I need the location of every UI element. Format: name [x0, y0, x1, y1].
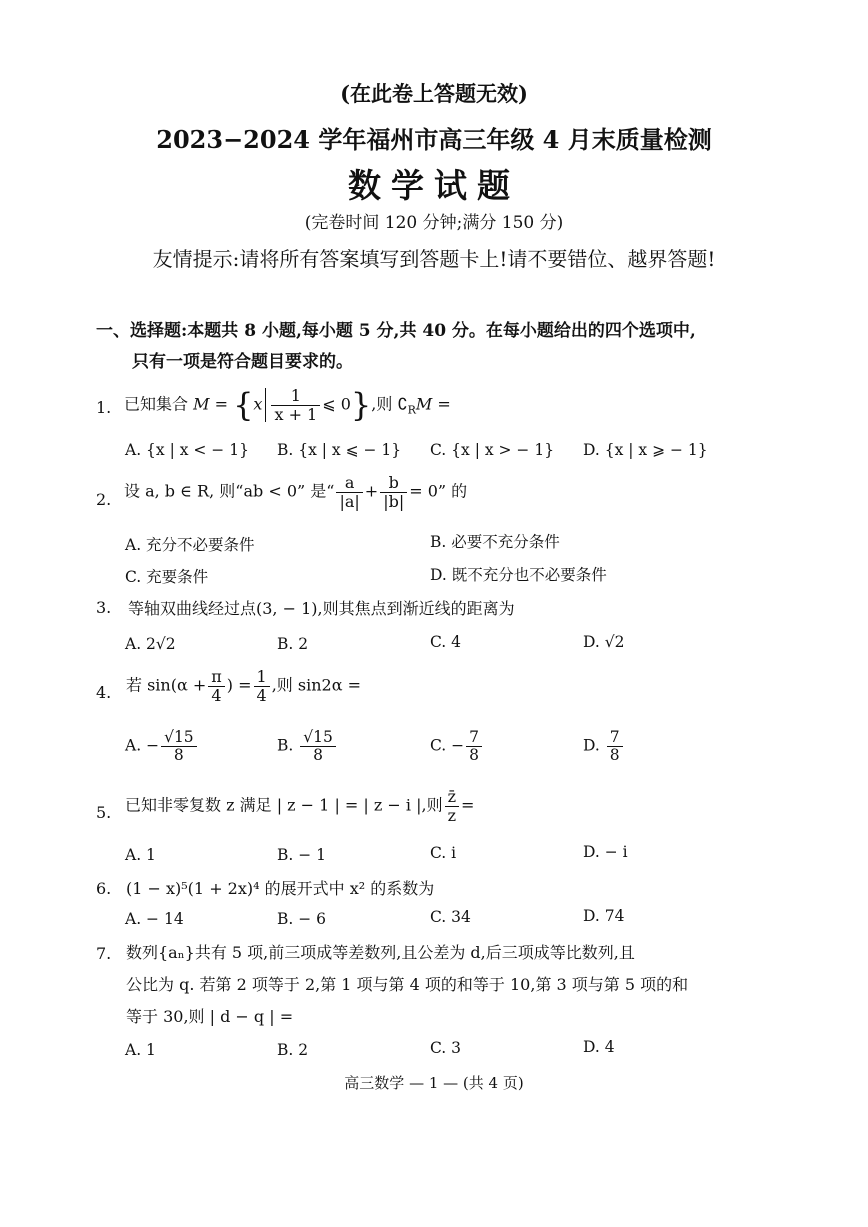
- question-5-stem: [125, 788, 474, 824]
- question-6-stem: (1 − x)⁵(1 + 2x)⁴ 的展开式中 x² 的系数为: [126, 879, 435, 898]
- q4-d-frac: [607, 729, 623, 764]
- question-3-stem: 等轴双曲线经过点(3, − 1),则其焦点到渐近线的距离为: [128, 599, 515, 618]
- q2-option-b: B. 必要不充分条件: [430, 533, 560, 551]
- q5-fraction: [445, 788, 459, 824]
- q4-f2-den: 4: [256, 685, 267, 705]
- q4-a-label: A.: [125, 736, 142, 755]
- q4-fraction-quarter: [254, 668, 270, 704]
- section-heading: 一、选择题:本题共 8 小题,每小题 5 分,共 40 分。在每小题给出的四个选项中,: [96, 321, 696, 341]
- question-4-stem: [126, 668, 361, 704]
- q3-option-a: A. 2√2: [125, 635, 176, 653]
- q4-c-label: C.: [430, 736, 447, 755]
- q1-right-brace: }: [350, 386, 372, 424]
- q2-fraction-b: [380, 474, 407, 510]
- q4-a-num: √15: [161, 729, 197, 747]
- q4-d-label: D.: [583, 736, 600, 755]
- question-1-number: 1.: [96, 398, 112, 417]
- q6-option-b: B. − 6: [277, 910, 327, 928]
- q1-option-c: C. {x | x > − 1}: [430, 441, 555, 459]
- q1-option-d: D. {x | x ⩾ − 1}: [583, 441, 708, 459]
- q4-c-num: 7: [466, 729, 482, 747]
- q4-text-a: 若 sin(α +: [126, 675, 207, 695]
- question-4-number: 4.: [96, 683, 112, 702]
- exam-notice: (在此卷上答题无效): [340, 81, 528, 106]
- q6-option-d: D. 74: [583, 907, 625, 925]
- q2-plus: +: [364, 481, 379, 501]
- q4-d-num: 7: [607, 729, 623, 747]
- page-footer: 高三数学 — 1 — (共 4 页): [344, 1074, 524, 1092]
- q5-option-c: C. i: [430, 844, 457, 862]
- q1-option-b: B. {x | x ⩽ − 1}: [277, 441, 402, 459]
- question-6-number: 6.: [96, 879, 112, 898]
- q2-option-a: A. 充分不必要条件: [125, 536, 255, 554]
- q5-option-d: D. − i: [583, 843, 628, 861]
- question-7-number: 7.: [96, 944, 112, 963]
- q4-option-c: [430, 729, 484, 764]
- q4-c-den: 8: [469, 746, 480, 765]
- q2-f2-num: b: [380, 474, 407, 493]
- question-1-stem: [124, 386, 451, 424]
- q1-frac-den: x + 1: [274, 404, 318, 424]
- q4-d-den: 8: [609, 746, 620, 765]
- q3-option-d: D. √2: [583, 633, 625, 651]
- q1-set-name: M =: [193, 394, 234, 414]
- question-5-number: 5.: [96, 803, 112, 822]
- q4-b-num: √15: [300, 729, 336, 747]
- section-heading-cont: 只有一项是符合题目要求的。: [132, 352, 353, 372]
- q7-option-c: C. 3: [430, 1039, 462, 1057]
- q2-f1-num: a: [336, 474, 362, 493]
- q7-option-b: B. 2: [277, 1041, 309, 1059]
- time-info: (完卷时间 120 分钟;满分 150 分): [304, 213, 564, 233]
- q5-text-a: 已知非零复数 z 满足 | z − 1 | = | z − i |,则: [125, 795, 443, 815]
- q1-var: x: [253, 394, 263, 414]
- question-2-stem: [124, 474, 467, 510]
- q1-sub-r: R: [407, 403, 416, 417]
- page-title: 数学试题: [348, 166, 520, 205]
- q4-option-b: [277, 729, 338, 764]
- q1-text-d: ⩽ 0: [322, 394, 351, 414]
- q2-f1-den: |a|: [339, 491, 360, 511]
- q1-fraction: [271, 387, 320, 423]
- q2-text-a: 设 a, b ∈ R, 则“ab < 0” 是“: [124, 481, 335, 501]
- q6-option-c: C. 34: [430, 908, 471, 926]
- q3-option-c: C. 4: [430, 633, 462, 651]
- q2-fraction-a: [336, 474, 362, 510]
- q4-f1-den: 4: [211, 685, 222, 705]
- q4-f2-num: 1: [254, 668, 270, 687]
- q5-text-b: =: [461, 795, 475, 815]
- q4-b-den: 8: [313, 746, 323, 765]
- q7-option-d: D. 4: [583, 1038, 615, 1056]
- question-2-number: 2.: [96, 490, 112, 509]
- q4-a-frac: [161, 729, 197, 764]
- q1-text-e: ,则 ∁: [371, 394, 408, 414]
- exam-name: 2023−2024 学年福州市高三年级 4 月末质量检测: [156, 125, 712, 154]
- q5-option-b: B. − 1: [277, 846, 327, 864]
- q1-left-brace: {: [233, 386, 254, 424]
- q4-a-den: 8: [173, 746, 184, 765]
- q6-option-a: A. − 14: [125, 910, 184, 928]
- q2-f2-den: |b|: [383, 491, 405, 511]
- q4-option-a: [125, 729, 199, 764]
- q3-option-b: B. 2: [277, 635, 309, 653]
- q5-option-a: A. 1: [125, 846, 156, 864]
- q1-text-a: 已知集合: [124, 394, 194, 414]
- q4-b-label: B.: [277, 736, 294, 755]
- q4-c-frac: [466, 729, 482, 764]
- question-7-line-2: 公比为 q. 若第 2 项等于 2,第 1 项与第 4 项的和等于 10,第 3 项与第 5 项的和: [126, 975, 689, 994]
- q2-option-d: D. 既不充分也不必要条件: [430, 566, 607, 584]
- q7-option-a: A. 1: [125, 1041, 156, 1059]
- q1-frac-num: 1: [271, 387, 320, 406]
- q5-f-num: z̄: [445, 788, 459, 807]
- q1-option-a: A. {x | x < − 1}: [125, 441, 249, 459]
- q4-fraction-pi: [208, 668, 225, 704]
- q4-b-frac: [300, 729, 336, 764]
- q4-f1-num: π: [208, 668, 225, 687]
- q1-set-bar: [265, 388, 266, 422]
- q1-text-g: M =: [415, 394, 451, 414]
- q4-c-sign: −: [451, 736, 465, 755]
- q5-f-den: z: [447, 805, 457, 825]
- question-7-line-1: 数列{aₙ}共有 5 项,前三项成等差数列,且公差为 d,后三项成等比数列,且: [126, 943, 635, 962]
- question-3-number: 3.: [96, 598, 112, 617]
- q2-text-b: = 0” 的: [409, 481, 468, 501]
- q4-a-sign: −: [146, 736, 160, 755]
- q4-text-c: ,则 sin2α =: [271, 675, 361, 695]
- q4-text-b: ) =: [226, 675, 252, 695]
- question-7-line-3: 等于 30,则 | d − q | =: [126, 1007, 294, 1026]
- q2-option-c: C. 充要条件: [125, 568, 209, 586]
- q4-option-d: [583, 729, 625, 764]
- friendly-tip: 友情提示:请将所有答案填写到答题卡上!请不要错位、越界答题!: [152, 247, 716, 271]
